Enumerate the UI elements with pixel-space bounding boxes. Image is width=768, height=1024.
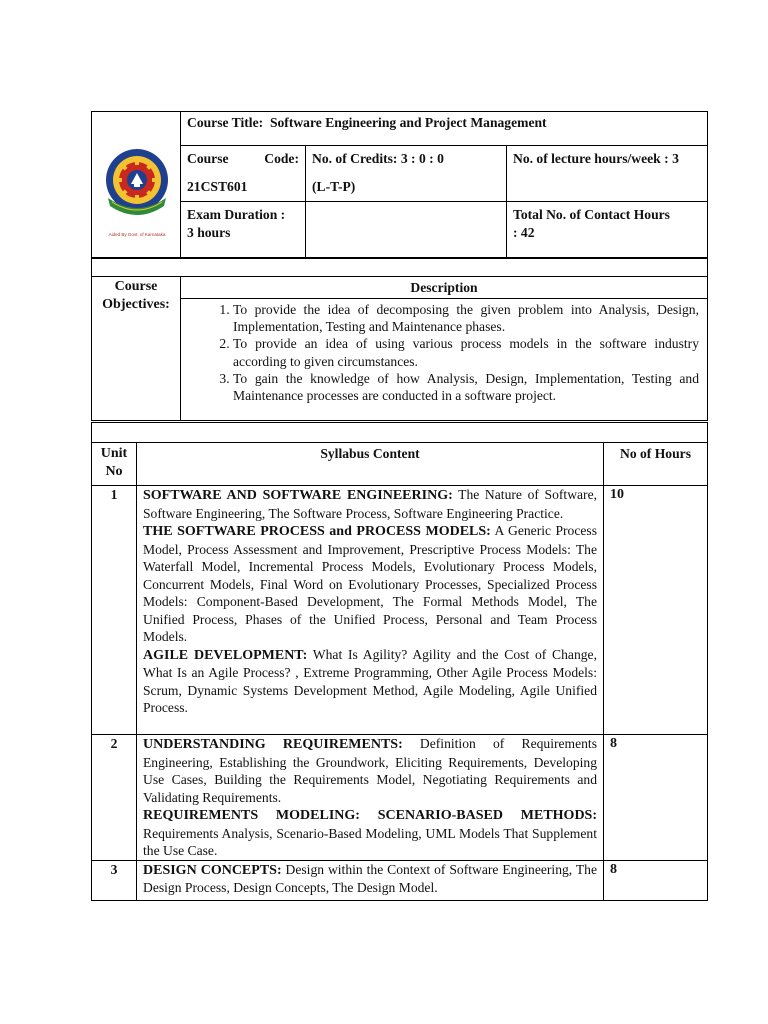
unit-content	[137, 860, 604, 900]
unit-content	[137, 486, 604, 735]
unit-content	[137, 735, 604, 861]
objective-item: 2. To provide an idea of using various process models in the software industry according to given circumstances.	[233, 335, 699, 369]
contact-hours-cell	[507, 202, 708, 258]
section-title: REQUIREMENTS MODELING: SCENARIO-BASED METHODS:	[143, 808, 597, 823]
objective-item: 3. To gain the knowledge of how Analysis, Design, Implementation, Testing and Maintenance processes are conducted in a software project.	[233, 370, 699, 404]
section	[143, 861, 597, 897]
section-title: THE SOFTWARE PROCESS and PROCESS MODELS:	[143, 524, 491, 539]
institute-logo	[98, 146, 176, 243]
course-title-label: Course Title:	[187, 115, 264, 130]
spacer-row	[92, 423, 708, 443]
exam-duration: 3 hours	[187, 224, 231, 240]
section	[143, 735, 597, 806]
unit-hours: 8	[604, 860, 708, 900]
logo-caption: Aided By Govt. of Karnataka	[108, 231, 166, 237]
section-text: Definition of Requirements Engineering, Establishing the Groundwork, Eliciting Requirements, Developing Use Cases, Building the Requirements Model, Negotiating Requirements and Validating Requirements.	[143, 736, 597, 805]
exam-duration-label: Exam Duration :	[187, 207, 286, 222]
section-text: The Nature of Software, Software Engineering, The Software Process, Software Engineering Practice.	[143, 487, 598, 521]
contact-hours-label: Total No. of Contact Hours	[513, 207, 670, 222]
table-row	[92, 860, 708, 900]
description-heading: Description	[181, 277, 708, 299]
course-code-cell	[181, 146, 306, 202]
section-text: Design within the Context of Software Engineering, The Design Process, Design Concepts, The Design Model.	[143, 861, 597, 895]
objectives-label-2: Objectives:	[102, 296, 170, 312]
section-title: UNDERSTANDING REQUIREMENTS:	[143, 737, 403, 752]
unit-number: 3	[92, 860, 137, 900]
logo-cell	[92, 112, 181, 258]
lecture-hours: No. of lecture hours/week : 3	[513, 151, 679, 166]
section-title: SOFTWARE AND SOFTWARE ENGINEERING:	[143, 488, 453, 503]
exam-duration-cell	[181, 202, 306, 258]
lecture-hours-cell	[507, 146, 708, 202]
section-title: AGILE DEVELOPMENT:	[143, 647, 308, 663]
table-row	[92, 486, 708, 735]
empty-cell	[306, 202, 507, 258]
institute-seal-icon	[98, 146, 176, 220]
unit-number: 1	[92, 486, 137, 735]
contact-hours: : 42	[513, 224, 535, 240]
objective-item: 1. To provide the idea of decomposing the given problem into Analysis, Design, Implementation, Testing and Maintenance phases.	[233, 301, 699, 335]
section-text: A Generic Process Model, Process Assessment and Improvement, Prescriptive Process Models: The Waterfall Model, Incremental Process Models, Evolutionary Process Models, Concurrent Models, Final Word on Evolutionary Processes, Specialized Process Models: Component-Based Development, The Formal Methods Model, The Unified Process, Phases of the Unified Process, Personal and Team Process Models.	[143, 523, 597, 644]
course-code: 21CST601	[187, 178, 248, 194]
objectives-label-cell	[92, 277, 181, 421]
unit-header-2: No	[105, 463, 123, 479]
unit-header	[92, 443, 137, 486]
objectives-list	[181, 301, 699, 404]
syllabus-table	[91, 422, 708, 901]
unit-number: 2	[92, 735, 137, 861]
unit-header-1: Unit	[100, 446, 128, 461]
course-code-label-b: Code:	[264, 151, 299, 166]
course-title: Software Engineering and Project Management	[269, 115, 547, 130]
table-row	[92, 735, 708, 861]
unit-hours: 8	[604, 735, 708, 861]
section	[143, 486, 597, 522]
content-header: Syllabus Content	[137, 443, 604, 486]
course-code-label-a: Course	[187, 151, 229, 166]
credits-label: No. of Credits: 3 : 0 : 0	[312, 151, 444, 166]
objectives-table	[91, 258, 708, 421]
section	[143, 806, 597, 860]
unit-hours: 10	[604, 486, 708, 735]
spacer-row	[92, 259, 708, 277]
hours-header: No of Hours	[604, 443, 708, 486]
section-text: What Is Agility? Agility and the Cost of Change, What Is an Agile Process? , Extreme Programming, Other Agile Process Models: Scrum, Dynamic Systems Development Method, Agile Modeling, Agile Unified Process.	[143, 646, 597, 715]
credits-cell	[306, 146, 507, 202]
section-text: Requirements Analysis, Scenario-Based Modeling, UML Models That Supplement the Use Case.	[143, 825, 597, 858]
course-title-cell	[181, 112, 708, 146]
section	[143, 522, 597, 646]
objectives-list-cell	[181, 299, 708, 421]
section-title: DESIGN CONCEPTS:	[143, 862, 282, 878]
course-header-table	[91, 111, 708, 258]
section	[143, 646, 597, 717]
objectives-label-1: Course	[114, 279, 158, 294]
credits-ltp: (L-T-P)	[312, 178, 356, 194]
